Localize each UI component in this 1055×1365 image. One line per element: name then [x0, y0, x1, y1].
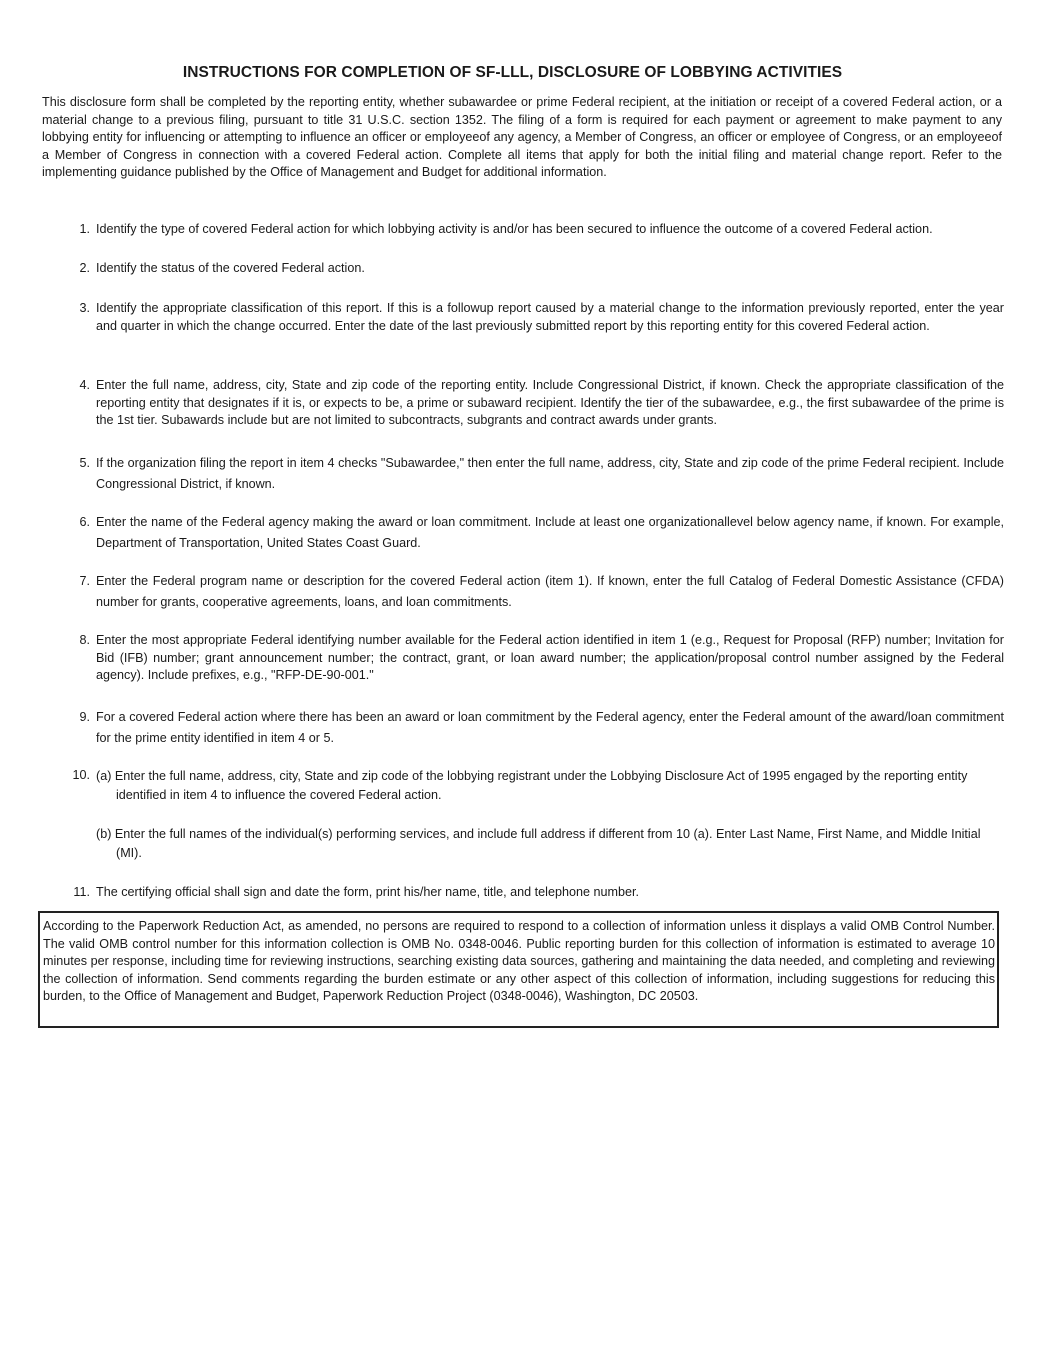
item-text: If the organization filing the report in item 4 checks "Subawardee," then enter the full name, address, city, State and zip code of the prime Federal recipient. Include Congressional District, if known. — [96, 456, 1004, 491]
instruction-item-2 — [79, 260, 1004, 278]
instruction-item-10b: (b) Enter the full names of the individual(s) performing services, and include full address if different from 10 (a). Enter Last Name, First Name, and Middle Initial (MI). — [96, 827, 981, 860]
item-number: 8. — [79, 633, 90, 647]
instruction-item-3 — [79, 300, 1004, 335]
instruction-item-11 — [73, 884, 1004, 902]
item-number: 4. — [79, 378, 90, 392]
item-number: 7. — [79, 574, 90, 588]
instruction-item-9 — [79, 707, 1004, 749]
instruction-item-6 — [79, 512, 1004, 554]
item-text: Enter the name of the Federal agency making the award or loan commitment. Include at least one organizationallevel below agency name, if known. For example, Department of Transportation, United States Coast Guard. — [96, 515, 1004, 550]
instruction-item-8 — [79, 632, 1004, 685]
intro-paragraph: This disclosure form shall be completed by the reporting entity, whether subawardee or prime Federal recipient, at the initiation or receipt of a covered Federal action, or a material change to a previous filing, pursuant to title 31 U.S.C. section 1352. The filing of a form is required for each payment or agreement to make payment to any lobbying entity for influencing or attempting to influence an officer or employeeof any agency, a Member of Congress, an officer or employee of Congress, or an employeeof a Member of Congress in connection with a covered Federal action. Complete all items that apply for both the initial filing and material change report. Refer to the implementing guidance published by the Office of Management and Budget for additional information. — [42, 95, 1002, 180]
item-number: 11. — [73, 885, 90, 899]
instruction-item-4 — [79, 377, 1004, 430]
instruction-item-7 — [79, 571, 1004, 613]
item-number: 1. — [79, 222, 90, 236]
item-number: 2. — [79, 261, 90, 275]
item-number: 5. — [79, 456, 90, 470]
instruction-item-5 — [79, 453, 1004, 495]
page-title: INSTRUCTIONS FOR COMPLETION OF SF-LLL, DISCLOSURE OF LOBBYING ACTIVITIES — [182, 64, 843, 81]
instruction-item-1 — [79, 221, 1004, 239]
paperwork-reduction-notice: According to the Paperwork Reduction Act, as amended, no persons are required to respond to a collection of information unless it displays a valid OMB Control Number. The valid OMB control number for this information collection is OMB No. 0348-0046. Public reporting burden for this collection of information is estimated to average 10 minutes per response, including time for reviewing instructions, searching existing data sources, gathering and maintaining the data needed, and completing and reviewing the collection of information. Send comments regarding the burden estimate or any other aspect of this collection of information, including suggestions for reducing this burden, to the Office of Management and Budget, Paperwork Reduction Project (0348-0046), Washington, DC 20503. — [38, 911, 999, 1028]
item-number: 6. — [79, 515, 90, 529]
item-number: 3. — [79, 301, 90, 315]
instruction-item-10a: (a) Enter the full name, address, city, State and zip code of the lobbying registrant under the Lobbying Disclosure Act of 1995 engaged by the reporting entity identified in item 4 to influence the covered Federal action. — [96, 769, 968, 802]
item-text: Identify the appropriate classification of this report. If this is a followup report caused by a material change to the information previously reported, enter the year and quarter in which the change occurred. Enter the date of the last previously submitted report by this reporting entity for this covered Federal action. — [96, 301, 1004, 333]
item-text: For a covered Federal action where there has been an award or loan commitment by the Federal agency, enter the Federal amount of the award/loan commitment for the prime entity identified in item 4 or 5. — [96, 710, 1004, 745]
item-text: Enter the full name, address, city, State and zip code of the reporting entity. Include Congressional District, if known. Check the appropriate classification of the reporting entity that designates if it is, or expects to be, a prime or subaward recipient. Identify the tier of the subawardee, e.g., the first subawardee of the prime is the 1st tier. Subawards include but are not limited to subcontracts, subgrants and contract awards under grants. — [96, 378, 1004, 428]
item-text: Identify the type of covered Federal action for which lobbying activity is and/or has been secured to influence the outcome of a covered Federal action. — [96, 222, 933, 236]
item-text: The certifying official shall sign and date the form, print his/her name, title, and telephone number. — [96, 885, 640, 899]
item-text: Enter the Federal program name or description for the covered Federal action (item 1). If known, enter the full Catalog of Federal Domestic Assistance (CFDA) number for grants, cooperative agreements, loans, and loan commitments. — [96, 574, 1004, 609]
item-number: 9. — [79, 710, 90, 724]
item-number: 10. — [72, 768, 90, 782]
item-text: Enter the most appropriate Federal identifying number available for the Federal action identified in item 1 (e.g., Request for Proposal (RFP) number; Invitation for Bid (IFB) number; grant announcement number; the contract, grant, or loan award number; the application/proposal control number assigned by the Federal agency). Include prefixes, e.g., "RFP-DE-90-001." — [96, 633, 1004, 683]
item-text: Identify the status of the covered Federal action. — [96, 261, 365, 275]
